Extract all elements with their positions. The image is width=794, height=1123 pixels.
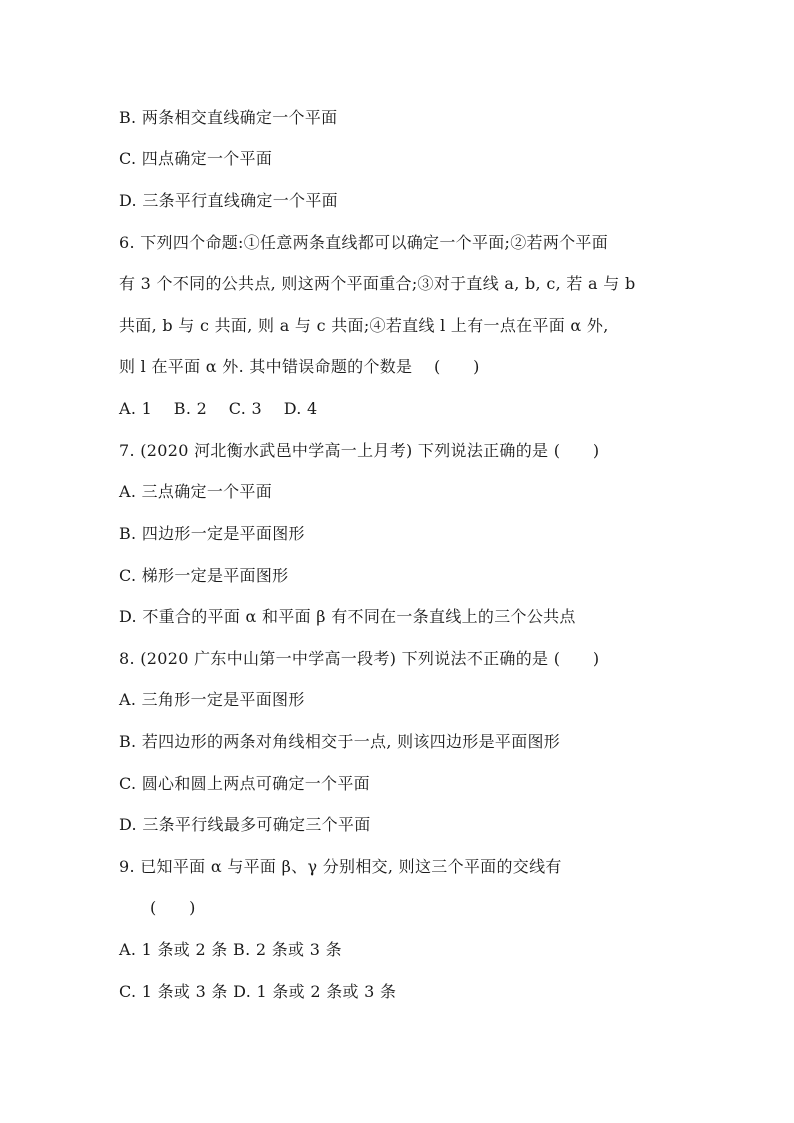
q6-text-line-2: 有 3 个不同的公共点, 则这两个平面重合;③对于直线 a, b, c, 若 a 与 b xyxy=(119,274,636,293)
q6-text-line-3: 共面, b 与 c 共面, 则 a 与 c 共面;④若直线 l 上有一点在平面 α 外, xyxy=(119,316,609,335)
q5-option-c: C. 四点确定一个平面 xyxy=(119,149,273,168)
q8-option-b: B. 若四边形的两条对角线相交于一点, 则该四边形是平面图形 xyxy=(119,732,561,751)
q5-option-b: B. 两条相交直线确定一个平面 xyxy=(119,108,338,127)
q7-option-b: B. 四边形一定是平面图形 xyxy=(119,524,305,543)
q7-stem: 7. (2020 河北衡水武邑中学高一上月考) 下列说法正确的是 ( ) xyxy=(119,441,600,460)
q9-options-ab: A. 1 条或 2 条 B. 2 条或 3 条 xyxy=(119,940,342,959)
q7-option-c: C. 梯形一定是平面图形 xyxy=(119,566,289,585)
q7-option-d: D. 不重合的平面 α 和平面 β 有不同在一条直线上的三个公共点 xyxy=(119,607,576,626)
q8-stem: 8. (2020 广东中山第一中学高一段考) 下列说法不正确的是 ( ) xyxy=(119,649,600,668)
q8-option-d: D. 三条平行线最多可确定三个平面 xyxy=(119,815,371,834)
q6-text-line-1: 6. 下列四个命题:①任意两条直线都可以确定一个平面;②若两个平面 xyxy=(119,233,609,252)
q7-option-a: A. 三点确定一个平面 xyxy=(119,482,273,501)
q8-option-c: C. 圆心和圆上两点可确定一个平面 xyxy=(119,774,370,793)
q6-text-line-4: 则 l 在平面 α 外. 其中错误命题的个数是 ( ) xyxy=(119,357,480,376)
q5-option-d: D. 三条平行直线确定一个平面 xyxy=(119,191,338,210)
q9-options-cd: C. 1 条或 3 条 D. 1 条或 2 条或 3 条 xyxy=(119,982,397,1001)
q9-stem: 9. 已知平面 α 与平面 β、γ 分别相交, 则这三个平面的交线有 xyxy=(119,857,562,876)
q8-option-a: A. 三角形一定是平面图形 xyxy=(119,690,305,709)
q6-options: A. 1 B. 2 C. 3 D. 4 xyxy=(119,399,318,418)
q9-answer-bracket: ( ) xyxy=(150,898,196,917)
